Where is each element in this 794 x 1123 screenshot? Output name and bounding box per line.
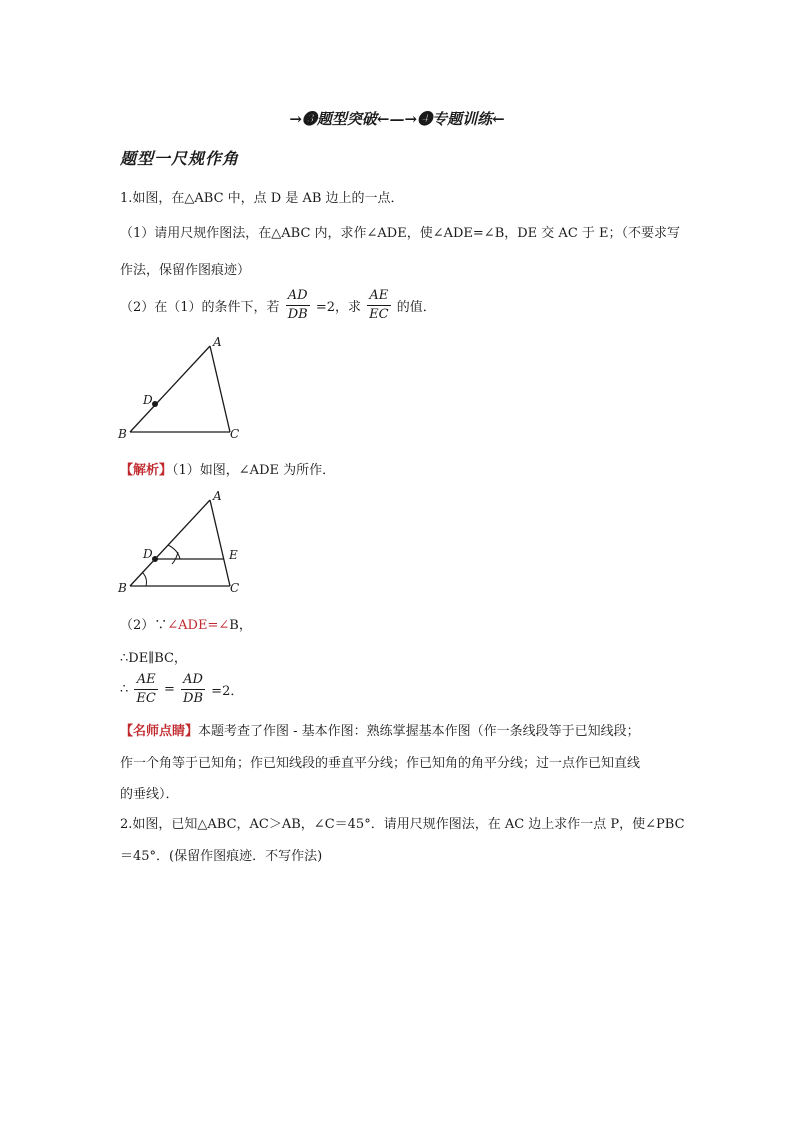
solution-part2-line1: [120, 614, 252, 633]
triangle-figure-2: [112, 486, 252, 601]
therefore-symbol: ∴: [120, 682, 129, 697]
label-e: E: [229, 548, 238, 562]
label-b: B: [118, 427, 127, 441]
q2-line1: 2.如图，已知△ABC，AC＞AB，∠C＝45°．请用尺规作图法，在 AC 边上求作一点 P，使∠PBC: [120, 817, 685, 832]
solution-part2-line2: ∴DE∥BC，: [120, 651, 187, 666]
q1-part2: [120, 287, 436, 324]
label-d: D: [143, 547, 153, 561]
q1-part1-line1: （1）请用尺规作图法，在△ABC 内，求作∠ADE，使∠ADE=∠B，DE 交 AC 于 E；（不要求写: [120, 226, 681, 241]
label-c: C: [230, 581, 240, 595]
point-d: [152, 401, 158, 407]
side-ac: [210, 500, 230, 586]
q1-stem: 1.如图，在△ABC 中，点 D 是 AB 边上的一点．: [120, 191, 404, 206]
equals-sign: =: [164, 682, 175, 697]
fraction-ae-ec: [134, 671, 157, 708]
solution-part2-line3: [120, 671, 243, 708]
q2-line2: ＝45°．(保留作图痕迹．不写作法): [120, 849, 323, 864]
arc-angle-b: [142, 572, 147, 586]
frac-numerator: AE: [134, 671, 157, 690]
fraction-ad-db: [286, 287, 310, 324]
frac-numerator: AD: [181, 671, 205, 690]
solution-part2-red: ∠ADE=∠: [167, 618, 230, 633]
frac-numerator: AD: [286, 287, 310, 306]
solution-part2-suffix: B，: [229, 618, 252, 633]
frac-denominator: DB: [287, 307, 308, 322]
label-b: B: [118, 581, 127, 595]
fraction-ad-db: [181, 671, 205, 708]
comment-line1-text: 本题考查了作图 - 基本作图：熟练掌握基本作图（作一条线段等于已知线段；: [198, 724, 640, 739]
solution-part1-text: （1）如图，∠ADE 为所作．: [172, 463, 336, 478]
point-d: [152, 556, 158, 562]
fraction-ae-ec: [367, 287, 390, 324]
comment-line3: 的垂线）．: [120, 787, 179, 802]
label-a: A: [213, 489, 222, 503]
solution-part1: [120, 459, 335, 478]
frac-denominator: DB: [183, 691, 204, 706]
comment-line1: [120, 720, 640, 739]
label-d: D: [143, 393, 153, 407]
q1-part1-line2: 作法，保留作图痕迹）: [120, 263, 251, 278]
label-a: A: [213, 335, 222, 349]
side-ac: [210, 346, 230, 432]
frac-denominator: EC: [136, 691, 156, 706]
section-title: 题型一尺规作角: [120, 149, 240, 168]
q1-part2-mid: =2，求: [315, 300, 361, 315]
solution-part2-prefix: （2）∵: [120, 618, 168, 633]
solution-tag: 【解析】: [120, 463, 173, 478]
section-banner: →❸题型突破←—→❹专题训练←: [289, 110, 505, 128]
frac-denominator: EC: [369, 307, 389, 322]
solution-result: =2．: [211, 684, 244, 699]
comment-tag: 【名师点睛】: [120, 724, 199, 739]
comment-line2: 作一个角等于已知角；作已知线段的垂直平分线；作已知角的角平分线；过一点作已知直线: [120, 756, 641, 771]
label-c: C: [230, 427, 240, 441]
triangle-figure-1: [112, 332, 252, 447]
arc-construction: [172, 552, 178, 564]
side-ab: [130, 500, 210, 586]
frac-numerator: AE: [367, 287, 390, 306]
q1-part2-prefix: （2）在（1）的条件下，若: [120, 300, 280, 315]
arc-angle-d: [168, 545, 180, 559]
side-ab: [130, 346, 210, 432]
q1-part2-suffix: 的值．: [396, 300, 436, 315]
